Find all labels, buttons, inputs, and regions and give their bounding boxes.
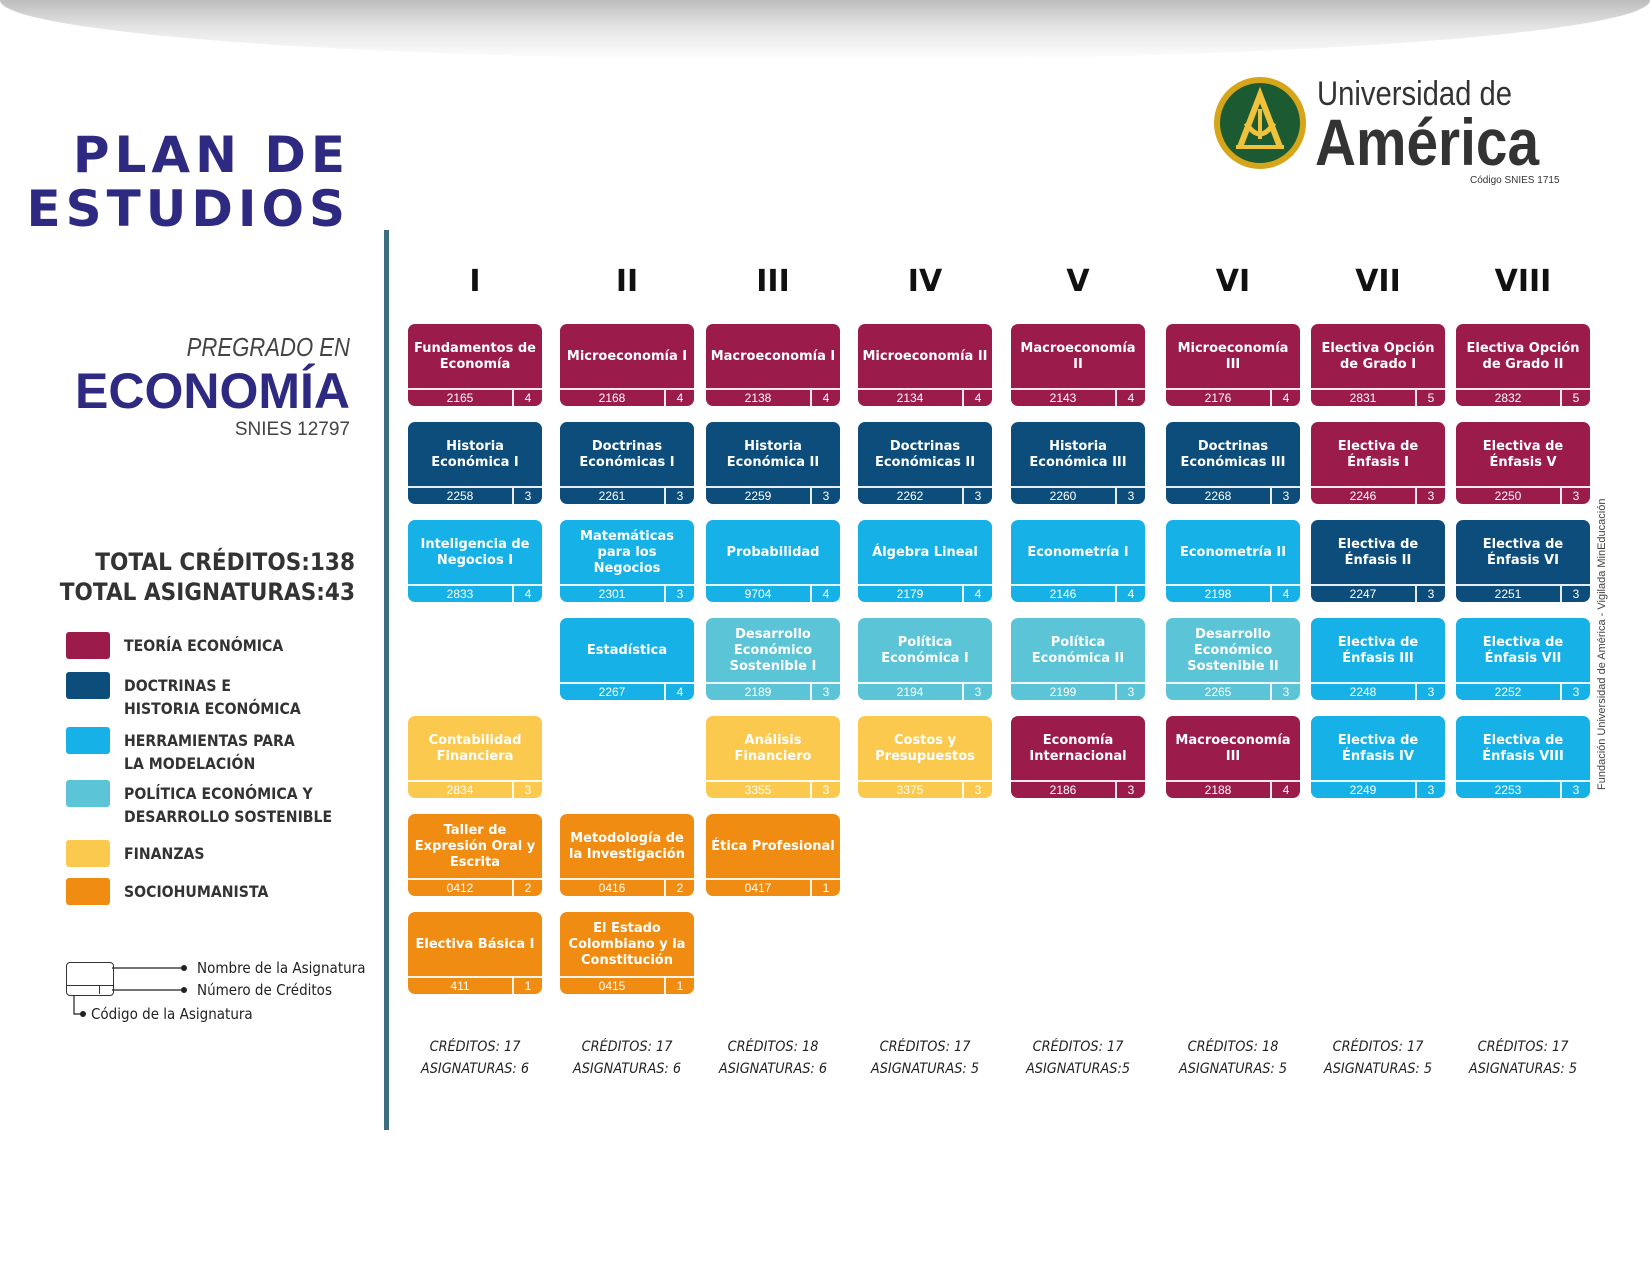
course-code: 2199 <box>1049 685 1077 699</box>
course-card[interactable] <box>1456 324 1590 406</box>
course-card[interactable] <box>1311 422 1445 504</box>
course-credits: 4 <box>512 586 542 602</box>
course-name: Política Económica II <box>1031 635 1125 666</box>
course-card[interactable] <box>1311 618 1445 700</box>
course-code: 2134 <box>896 391 924 405</box>
semester-header-8: VIII <box>1494 264 1552 299</box>
semester-header-6: VI <box>1215 264 1251 299</box>
course-name: Electiva de Énfasis II <box>1337 537 1419 568</box>
semester-subjects: ASIGNATURAS: 5 <box>1468 1061 1578 1077</box>
course-name: Microeconomía II <box>862 349 988 364</box>
course-code: 9704 <box>744 587 772 601</box>
course-name: Desarrollo Económico Sostenible I <box>729 627 817 674</box>
course-code: 2834 <box>446 783 474 797</box>
title-line-1: PLAN DE <box>72 126 350 184</box>
course-card[interactable] <box>1456 422 1590 504</box>
course-name: Desarrollo Económico Sostenible II <box>1187 627 1279 674</box>
legend-label: FINANZAS <box>124 844 205 863</box>
semester-credits: CRÉDITOS: 18 <box>1187 1039 1279 1055</box>
course-name: Electiva de Énfasis VII <box>1482 635 1564 666</box>
course-code: 0416 <box>598 881 626 895</box>
course-code: 2301 <box>598 587 626 601</box>
semester-summary-8 <box>1461 1036 1584 1080</box>
course-name: Electiva de Énfasis III <box>1337 635 1419 666</box>
course-name: Contabilidad Financiera <box>428 733 522 764</box>
course-name: Macroeconomía III <box>1175 733 1291 764</box>
course-credits: 3 <box>962 684 992 700</box>
semester-summary-5 <box>1016 1036 1139 1080</box>
course-credits: 1 <box>810 880 840 896</box>
course-card[interactable] <box>560 520 694 602</box>
course-card[interactable] <box>706 618 840 700</box>
course-credits: 3 <box>1415 586 1445 602</box>
course-credits: 3 <box>962 488 992 504</box>
course-credits: 3 <box>1560 782 1590 798</box>
course-card[interactable] <box>858 422 992 504</box>
course-name: Electiva de Énfasis V <box>1482 439 1564 470</box>
course-card[interactable] <box>408 716 542 798</box>
course-code: 2260 <box>1049 489 1077 503</box>
course-card[interactable] <box>1011 520 1145 602</box>
key-credits-label: Número de Créditos <box>197 981 332 999</box>
course-card[interactable] <box>1166 520 1300 602</box>
legend-swatch <box>66 672 110 699</box>
course-credits: 3 <box>1270 684 1300 700</box>
course-code: 2250 <box>1494 489 1522 503</box>
logo-snies: Código SNIES 1715 <box>1470 175 1560 186</box>
course-code: 2246 <box>1349 489 1377 503</box>
course-code: 2265 <box>1204 685 1232 699</box>
course-name: Historia Económica III <box>1029 439 1127 470</box>
course-name: Doctrinas Económicas III <box>1180 439 1286 470</box>
course-credits: 3 <box>962 782 992 798</box>
course-credits: 3 <box>664 488 694 504</box>
totals-block <box>60 547 355 607</box>
semester-summary-2 <box>565 1036 688 1080</box>
course-credits: 3 <box>1115 684 1145 700</box>
course-credits: 4 <box>664 390 694 406</box>
semester-header-1: I <box>469 264 481 299</box>
course-name: Macroeconomía II <box>1020 341 1136 372</box>
course-code: 3355 <box>744 783 772 797</box>
course-card[interactable] <box>1311 520 1445 602</box>
course-credits: 3 <box>1115 488 1145 504</box>
course-code: 2251 <box>1494 587 1522 601</box>
course-card[interactable] <box>560 422 694 504</box>
course-code: 2249 <box>1349 783 1377 797</box>
course-name: Microeconomía I <box>566 349 688 364</box>
semester-credits: CRÉDITOS: 18 <box>727 1039 819 1055</box>
legend-label: HERRAMIENTAS PARA LA MODELACIÓN <box>124 731 295 773</box>
course-card[interactable] <box>1011 716 1145 798</box>
title-line-2: ESTUDIOS <box>26 180 350 238</box>
course-name: Probabilidad <box>726 545 820 560</box>
course-credits: 4 <box>1270 586 1300 602</box>
legend-label: TEORÍA ECONÓMICA <box>124 636 284 655</box>
course-card[interactable] <box>1456 716 1590 798</box>
legend-swatch <box>66 727 110 754</box>
course-code: 2168 <box>598 391 626 405</box>
course-code: 2194 <box>896 685 924 699</box>
program-pre: PREGRADO EN <box>186 332 350 362</box>
course-name: Econometría I <box>1027 545 1129 560</box>
course-code: 2258 <box>446 489 474 503</box>
semester-summary-1 <box>413 1036 536 1080</box>
logo-line-2: América <box>1315 105 1540 179</box>
semester-credits: CRÉDITOS: 17 <box>581 1039 673 1055</box>
course-name: Estadística <box>586 643 668 658</box>
legend-label: DOCTRINAS E HISTORIA ECONÓMICA <box>124 676 301 718</box>
course-credits: 3 <box>1415 684 1445 700</box>
semester-summary-7 <box>1316 1036 1439 1080</box>
course-code: 0412 <box>446 881 474 895</box>
course-credits: 3 <box>1560 684 1590 700</box>
course-code: 0417 <box>744 881 772 895</box>
top-shade <box>0 0 1650 60</box>
course-key <box>66 959 366 1042</box>
course-name: Análisis Financiero <box>734 733 812 764</box>
semester-subjects: ASIGNATURAS: 5 <box>1178 1061 1288 1077</box>
course-credits: 4 <box>1115 586 1145 602</box>
course-card[interactable] <box>1011 324 1145 406</box>
course-credits: 3 <box>1270 488 1300 504</box>
course-credits: 3 <box>810 684 840 700</box>
course-name: Electiva Opción de Grado I <box>1321 341 1435 372</box>
course-code: 2188 <box>1204 783 1232 797</box>
semester-subjects: ASIGNATURAS:5 <box>1025 1061 1131 1077</box>
course-credits: 1 <box>512 978 542 994</box>
key-code-label: Código de la Asignatura <box>91 1005 253 1023</box>
course-name: Historia Económica I <box>431 439 519 470</box>
semester-subjects: ASIGNATURAS: 5 <box>870 1061 980 1077</box>
course-name: Metodología de la Investigación <box>569 831 685 862</box>
semester-credits: CRÉDITOS: 17 <box>429 1039 521 1055</box>
total-subjects: TOTAL ASIGNATURAS:43 <box>59 578 355 606</box>
course-card[interactable] <box>560 814 694 896</box>
course-name: Matemáticas para los Negocios <box>580 529 674 576</box>
course-name: Electiva de Énfasis I <box>1337 439 1419 470</box>
course-name: Costos y Presupuestos <box>875 733 975 764</box>
course-code: 2832 <box>1494 391 1522 405</box>
course-card[interactable] <box>858 618 992 700</box>
course-card[interactable] <box>408 814 542 896</box>
legend-swatch <box>66 840 110 867</box>
course-credits: 3 <box>1560 586 1590 602</box>
course-card[interactable] <box>1166 324 1300 406</box>
legend-label: POLÍTICA ECONÓMICA Y DESARROLLO SOSTENIBLE <box>124 784 333 826</box>
semester-subjects: ASIGNATURAS: 6 <box>718 1061 828 1077</box>
course-name: Electiva de Énfasis VIII <box>1482 733 1564 764</box>
course-code: 2259 <box>744 489 772 503</box>
course-code: 2253 <box>1494 783 1522 797</box>
semester-credits: CRÉDITOS: 17 <box>1032 1039 1124 1055</box>
course-card[interactable] <box>706 520 840 602</box>
course-credits: 2 <box>512 880 542 896</box>
course-credits: 4 <box>810 390 840 406</box>
course-name: Macroeconomía I <box>710 349 836 364</box>
semester-header-3: III <box>756 264 790 299</box>
course-credits: 3 <box>810 488 840 504</box>
key-name-label: Nombre de la Asignatura <box>197 959 366 977</box>
course-card[interactable] <box>1166 618 1300 700</box>
course-card[interactable] <box>706 422 840 504</box>
course-credits: 4 <box>810 586 840 602</box>
course-credits: 3 <box>810 782 840 798</box>
course-name: Electiva de Énfasis VI <box>1482 537 1564 568</box>
vertical-divider <box>384 230 389 1130</box>
course-code: 2831 <box>1349 391 1377 405</box>
course-name: Doctrinas Económicas I <box>579 439 675 470</box>
university-logo <box>1212 75 1612 195</box>
semester-summary-4 <box>863 1036 986 1080</box>
course-card[interactable] <box>706 814 840 896</box>
course-credits: 3 <box>512 488 542 504</box>
course-name: Inteligencia de Negocios I <box>420 537 530 568</box>
course-card[interactable] <box>858 520 992 602</box>
semester-credits: CRÉDITOS: 17 <box>879 1039 971 1055</box>
course-card[interactable] <box>1456 520 1590 602</box>
course-card[interactable] <box>408 912 542 994</box>
course-card[interactable] <box>1456 618 1590 700</box>
course-credits: 4 <box>962 586 992 602</box>
course-name: Microeconomía III <box>1177 341 1289 372</box>
course-name: Ética Profesional <box>711 839 835 854</box>
total-credits: TOTAL CRÉDITOS:138 <box>95 548 355 576</box>
course-card[interactable] <box>408 422 542 504</box>
course-credits: 2 <box>664 880 694 896</box>
course-credits: 5 <box>1415 390 1445 406</box>
course-code: 2267 <box>598 685 626 699</box>
course-name: Fundamentos de Economía <box>414 341 536 372</box>
semester-subjects: ASIGNATURAS: 5 <box>1323 1061 1433 1077</box>
course-name: Historia Económica II <box>726 439 820 470</box>
course-code: 2247 <box>1349 587 1377 601</box>
course-credits: 3 <box>1115 782 1145 798</box>
course-code: 2186 <box>1049 783 1077 797</box>
semester-summary-3 <box>711 1036 834 1080</box>
course-credits: 4 <box>1270 782 1300 798</box>
semester-subjects: ASIGNATURAS: 6 <box>420 1061 530 1077</box>
course-credits: 4 <box>512 390 542 406</box>
semester-credits: CRÉDITOS: 17 <box>1332 1039 1424 1055</box>
course-card[interactable] <box>408 520 542 602</box>
course-code: 0415 <box>598 979 626 993</box>
course-code: 2176 <box>1204 391 1232 405</box>
course-credits: 4 <box>664 684 694 700</box>
course-card[interactable] <box>408 324 542 406</box>
course-name: Electiva Opción de Grado II <box>1466 341 1580 372</box>
course-code: 2179 <box>896 587 924 601</box>
course-code: 2146 <box>1049 587 1077 601</box>
legend-swatch <box>66 780 110 807</box>
course-card[interactable] <box>560 618 694 700</box>
course-card[interactable] <box>858 716 992 798</box>
course-credits: 3 <box>1415 488 1445 504</box>
program-snies: SNIES 12797 <box>234 419 350 440</box>
course-card[interactable] <box>1166 422 1300 504</box>
course-credits: 4 <box>1115 390 1145 406</box>
course-card[interactable] <box>1011 618 1145 700</box>
course-code: 2138 <box>744 391 772 405</box>
university-seal-icon <box>1212 75 1308 171</box>
course-card[interactable] <box>1311 324 1445 406</box>
course-code: 2268 <box>1204 489 1232 503</box>
course-credits: 5 <box>1560 390 1590 406</box>
course-code: 2262 <box>896 489 924 503</box>
course-name: Electiva de Énfasis IV <box>1337 733 1419 764</box>
semester-header-7: VII <box>1355 264 1401 299</box>
course-card[interactable] <box>706 716 840 798</box>
page-title <box>27 128 351 236</box>
legend-swatch <box>66 878 110 905</box>
course-credits: 4 <box>1270 390 1300 406</box>
course-card[interactable] <box>560 912 694 994</box>
course-code: 411 <box>450 979 470 993</box>
course-card[interactable] <box>560 324 694 406</box>
course-code: 3375 <box>896 783 924 797</box>
legend-swatch <box>66 632 110 659</box>
course-name: Econometría II <box>1179 545 1287 560</box>
course-name: Álgebra Lineal <box>872 545 978 560</box>
course-code: 2248 <box>1349 685 1377 699</box>
course-credits: 4 <box>962 390 992 406</box>
course-name: Economía Internacional <box>1029 733 1127 764</box>
course-credits: 3 <box>664 586 694 602</box>
course-name: Doctrinas Económicas II <box>874 439 976 470</box>
course-name: Electiva Básica I <box>415 937 535 952</box>
semester-summary-6 <box>1171 1036 1294 1080</box>
logo-line-1: Universidad de <box>1317 75 1513 113</box>
course-credits: 3 <box>512 782 542 798</box>
course-card[interactable] <box>1166 716 1300 798</box>
course-code: 2143 <box>1049 391 1077 405</box>
course-credits: 3 <box>1415 782 1445 798</box>
program-name: ECONOMÍA <box>75 363 350 419</box>
course-name: Política Económica I <box>881 635 969 666</box>
course-name: El Estado Colombiano y la Constitución <box>568 921 686 968</box>
semester-header-2: II <box>615 264 639 299</box>
course-credits: 1 <box>664 978 694 994</box>
course-card[interactable] <box>1311 716 1445 798</box>
course-code: 2261 <box>598 489 626 503</box>
legend-label: SOCIOHUMANISTA <box>124 882 269 901</box>
course-card[interactable] <box>858 324 992 406</box>
course-code: 2165 <box>446 391 474 405</box>
course-code: 2252 <box>1494 685 1522 699</box>
semester-header-5: V <box>1066 264 1090 299</box>
vertical-note: Fundación Universidad de América - Vigilada MinEducación <box>1596 498 1608 790</box>
semester-subjects: ASIGNATURAS: 6 <box>572 1061 682 1077</box>
course-code: 2189 <box>744 685 772 699</box>
course-credits: 3 <box>1560 488 1590 504</box>
program-block <box>75 332 350 441</box>
course-card[interactable] <box>706 324 840 406</box>
semester-credits: CRÉDITOS: 17 <box>1477 1039 1569 1055</box>
course-code: 2833 <box>446 587 474 601</box>
semester-header-4: IV <box>907 264 943 299</box>
course-code: 2198 <box>1204 587 1232 601</box>
course-name: Taller de Expresión Oral y Escrita <box>414 823 536 870</box>
course-card[interactable] <box>1011 422 1145 504</box>
